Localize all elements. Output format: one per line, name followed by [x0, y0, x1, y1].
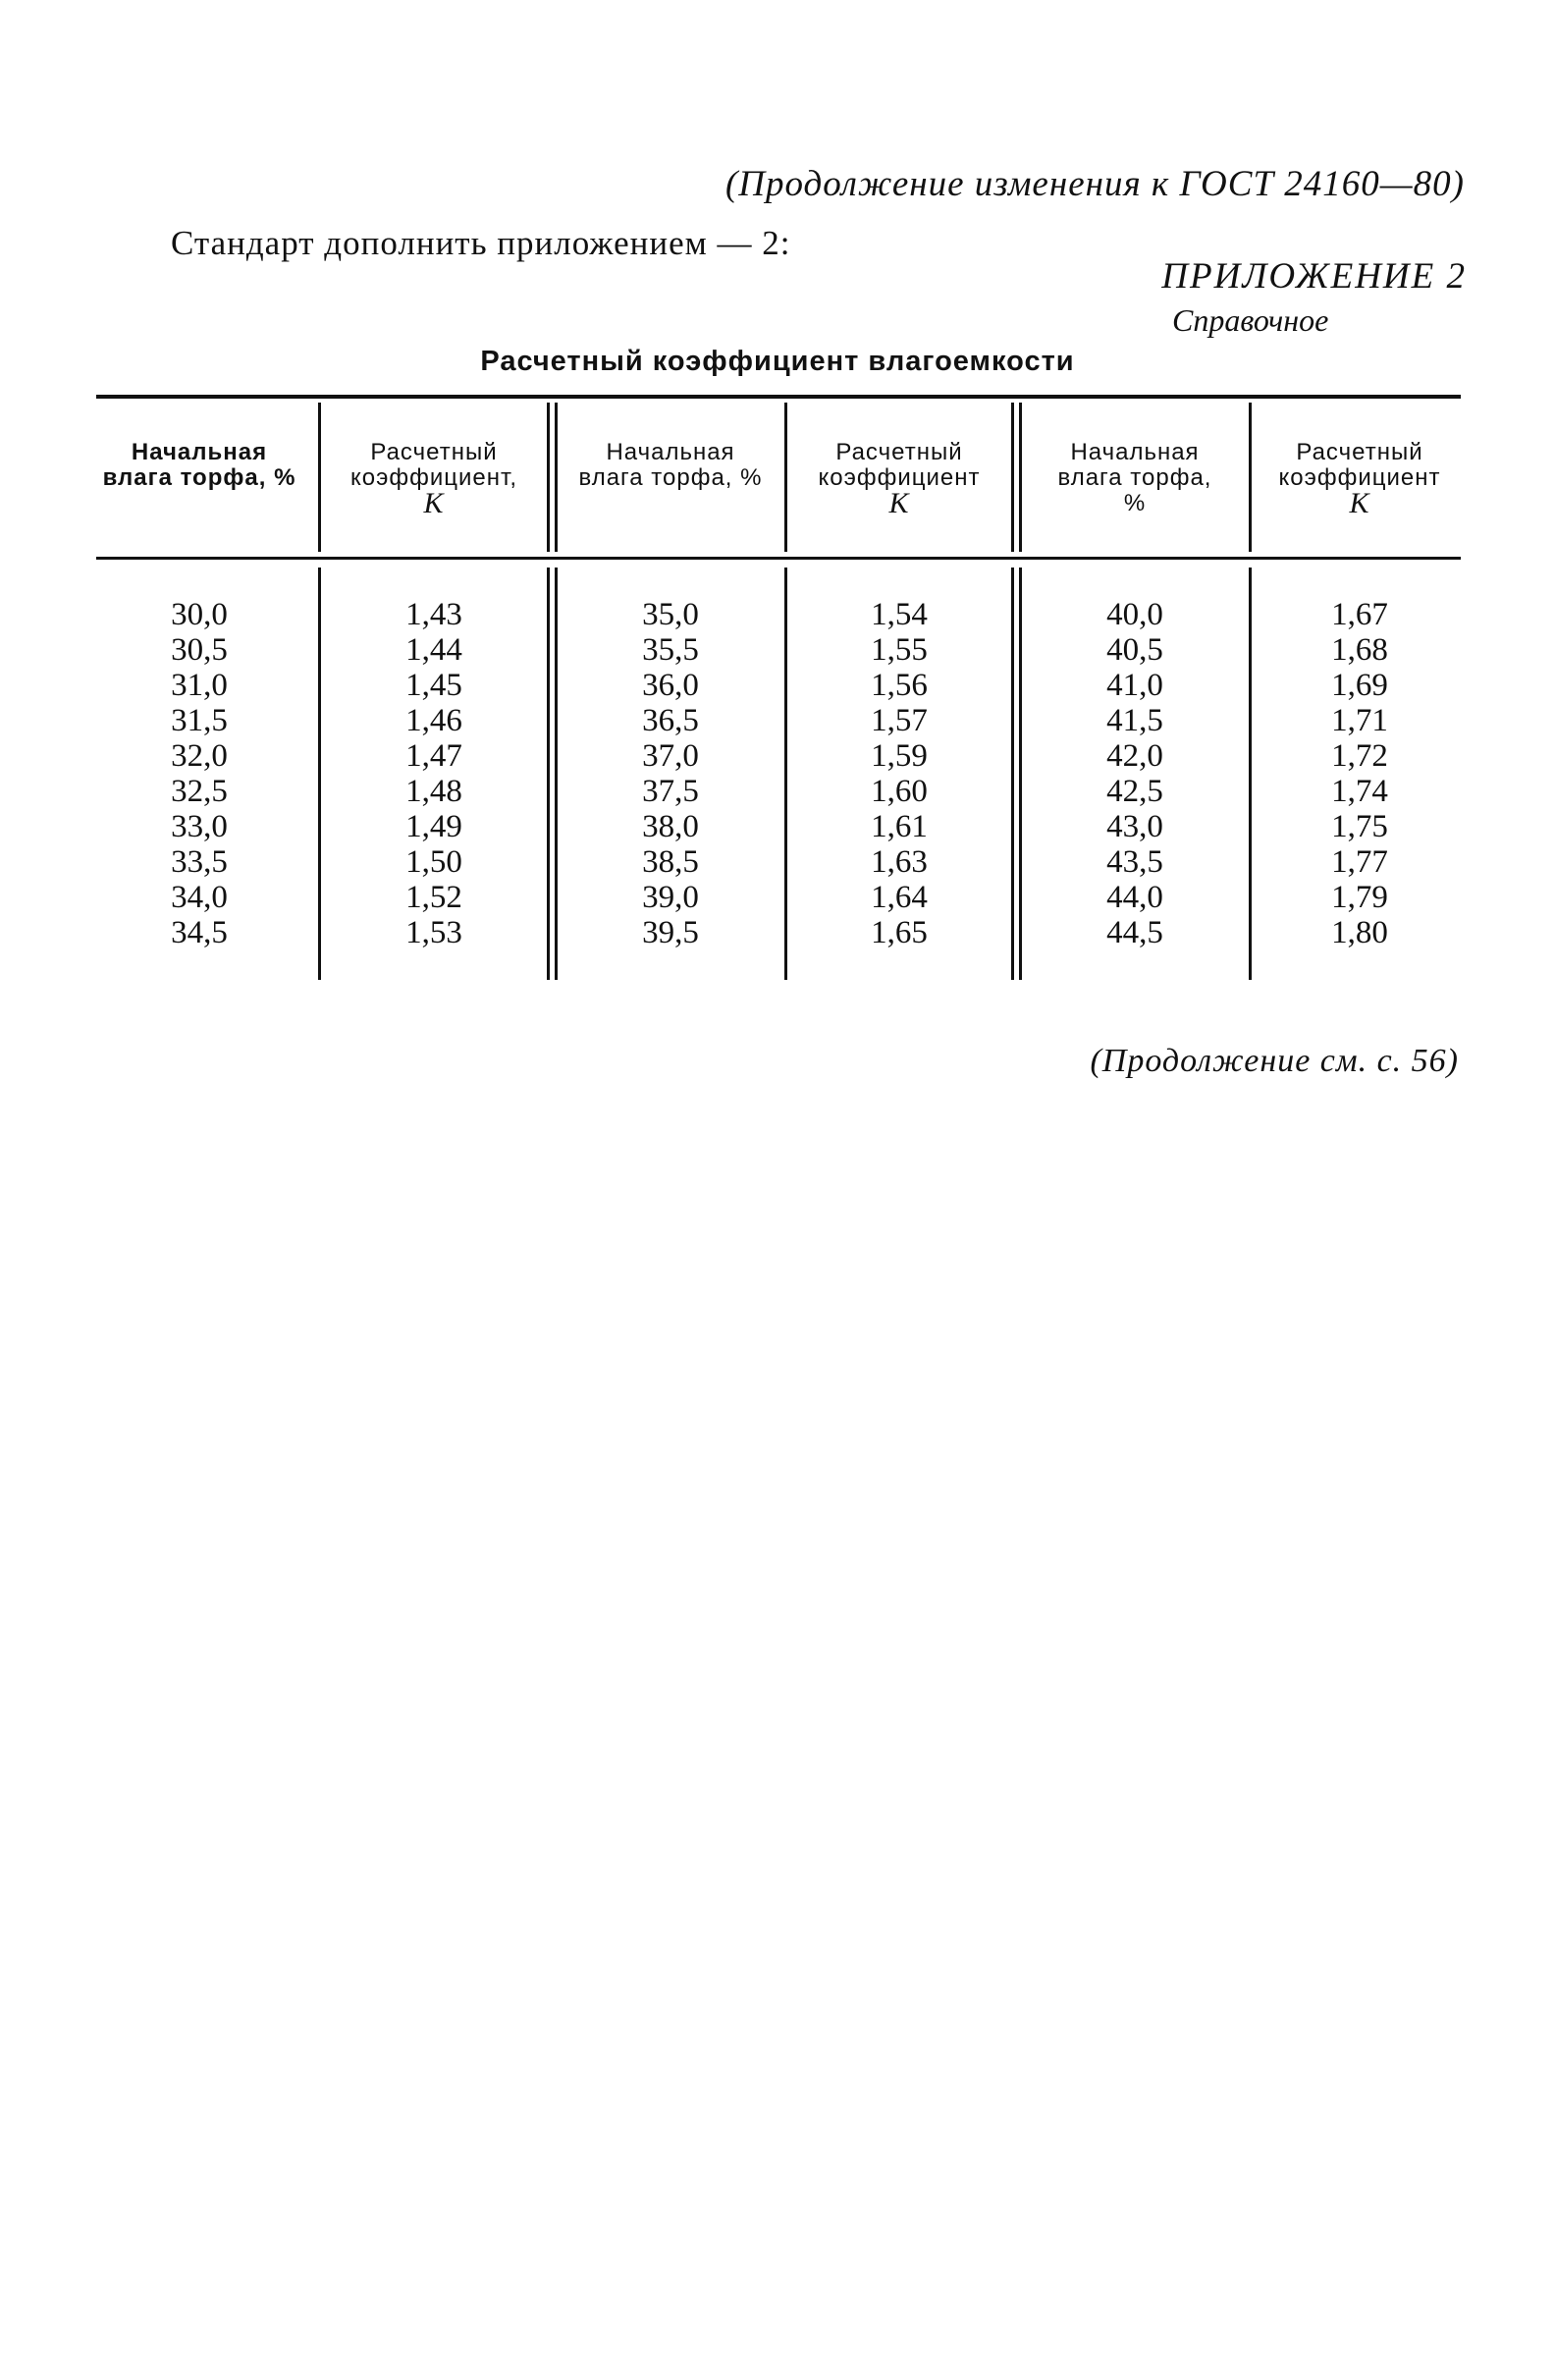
table-cell: 1,45: [405, 668, 462, 703]
column-divider-double: [555, 403, 558, 552]
table-cell: 44,5: [1106, 915, 1163, 950]
table-cell: 1,55: [871, 632, 928, 668]
column-coefficient-1: [324, 597, 544, 950]
table-cell: 38,0: [642, 809, 699, 844]
table-cell: 1,80: [1331, 915, 1388, 950]
table-cell: 33,5: [171, 844, 228, 880]
header-moisture-3: Начальная влага торфа, %: [1057, 439, 1212, 516]
table-cell: 31,5: [171, 703, 228, 738]
column-divider: [784, 403, 787, 552]
table-cell: 41,0: [1106, 668, 1163, 703]
table-cell: 34,0: [171, 880, 228, 915]
column-divider-double: [1019, 568, 1022, 980]
table-cell: 1,61: [871, 809, 928, 844]
table-cell: 42,0: [1106, 738, 1163, 774]
column-moisture-1: [86, 597, 312, 950]
column-divider-double: [1019, 403, 1022, 552]
table-cell: 40,5: [1106, 632, 1163, 668]
continuation-footer: (Продолжение см. с. 56): [1090, 1043, 1459, 1079]
appendix-type: Справочное: [1172, 302, 1329, 338]
header-coefficient-3: Расчетный коэффициент К: [1278, 439, 1441, 519]
table-cell: 1,60: [871, 774, 928, 809]
column-divider-double: [547, 403, 550, 552]
column-divider-double: [1011, 568, 1014, 980]
table-cell: 32,5: [171, 774, 228, 809]
column-divider-double: [547, 568, 550, 980]
header-moisture-1: Начальная влага торфа, %: [102, 439, 296, 491]
column-divider: [318, 568, 321, 980]
table-cell: 36,0: [642, 668, 699, 703]
table-cell: 44,0: [1106, 880, 1163, 915]
table-cell: 1,48: [405, 774, 462, 809]
table-cell: 35,5: [642, 632, 699, 668]
table-cell: 1,67: [1331, 597, 1388, 632]
table-cell: 42,5: [1106, 774, 1163, 809]
table-cell: 1,72: [1331, 738, 1388, 774]
table-cell: 39,0: [642, 880, 699, 915]
table-title: Расчетный коэффициент влагоемкости: [480, 346, 1075, 377]
table-cell: 36,5: [642, 703, 699, 738]
column-moisture-2: [560, 597, 781, 950]
table-cell: 1,69: [1331, 668, 1388, 703]
table-cell: 1,75: [1331, 809, 1388, 844]
table-cell: 1,54: [871, 597, 928, 632]
table-cell: 43,5: [1106, 844, 1163, 880]
table-top-rule: [96, 395, 1461, 399]
table-cell: 33,0: [171, 809, 228, 844]
table-cell: 31,0: [171, 668, 228, 703]
table-cell: 1,49: [405, 809, 462, 844]
table-cell: 1,52: [405, 880, 462, 915]
table-cell: 1,43: [405, 597, 462, 632]
table-cell: 40,0: [1106, 597, 1163, 632]
table-header-rule: [96, 557, 1461, 560]
header-coefficient-2: Расчетный коэффициент К: [818, 439, 981, 519]
table-cell: 1,50: [405, 844, 462, 880]
table-cell: 43,0: [1106, 809, 1163, 844]
column-divider-double: [555, 568, 558, 980]
column-divider: [1249, 568, 1252, 980]
table-cell: 1,79: [1331, 880, 1388, 915]
appendix-title: ПРИЛОЖЕНИЕ 2: [1161, 256, 1467, 297]
table-cell: 1,57: [871, 703, 928, 738]
table-cell: 1,44: [405, 632, 462, 668]
table-cell: 1,74: [1331, 774, 1388, 809]
table-cell: 1,71: [1331, 703, 1388, 738]
table-cell: 39,5: [642, 915, 699, 950]
header-moisture-2: Начальная влага торфа, %: [578, 439, 763, 491]
table-cell: 37,5: [642, 774, 699, 809]
table-cell: 38,5: [642, 844, 699, 880]
table-cell: 41,5: [1106, 703, 1163, 738]
table-cell: 1,53: [405, 915, 462, 950]
table-cell: 32,0: [171, 738, 228, 774]
column-coefficient-3: [1255, 597, 1465, 950]
column-divider: [1249, 403, 1252, 552]
table-cell: 1,59: [871, 738, 928, 774]
table-cell: 1,77: [1331, 844, 1388, 880]
column-divider: [318, 403, 321, 552]
intro-text: Стандарт дополнить приложением — 2:: [171, 224, 791, 262]
table-cell: 1,64: [871, 880, 928, 915]
column-divider-double: [1011, 403, 1014, 552]
table-cell: 1,46: [405, 703, 462, 738]
table-cell: 30,0: [171, 597, 228, 632]
header-coefficient-1: Расчетный коэффициент, К: [349, 439, 517, 519]
column-divider: [784, 568, 787, 980]
column-coefficient-2: [789, 597, 1009, 950]
continuation-header: (Продолжение изменения к ГОСТ 24160—80): [724, 164, 1465, 204]
table-cell: 1,65: [871, 915, 928, 950]
table-cell: 30,5: [171, 632, 228, 668]
table-cell: 1,68: [1331, 632, 1388, 668]
table-cell: 1,56: [871, 668, 928, 703]
table-cell: 35,0: [642, 597, 699, 632]
table-cell: 1,63: [871, 844, 928, 880]
table-cell: 37,0: [642, 738, 699, 774]
column-moisture-3: [1024, 597, 1246, 950]
table-cell: 34,5: [171, 915, 228, 950]
table-cell: 1,47: [405, 738, 462, 774]
